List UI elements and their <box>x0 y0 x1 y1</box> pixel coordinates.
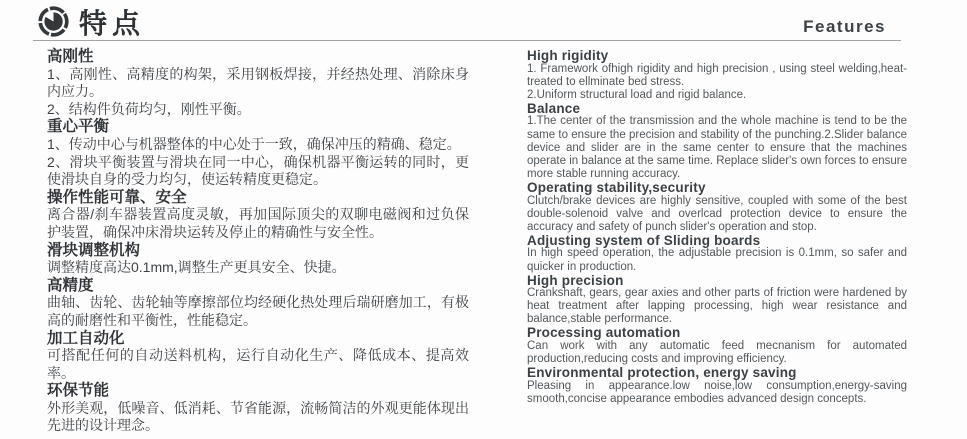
section-paragraph: 1、高刚性、高精度的构架，采用钢板焊接，并经热处理、消除床身内应力。 <box>47 65 469 100</box>
feature-section-en-adjusting-system <box>527 234 907 274</box>
page-title-en: Features <box>803 17 886 36</box>
feature-section-en-high-precision <box>527 274 907 327</box>
section-heading: Environmental protection, energy saving <box>527 365 797 381</box>
section-heading: 加工自动化 <box>47 329 125 347</box>
feature-section-en-processing-automation <box>527 326 907 366</box>
section-heading: 高刚性 <box>47 48 94 65</box>
section-paragraph: Can work with any automatic feed mecnanism for automated production,reducing costs and improving efficiency. <box>527 340 907 366</box>
section-paragraph: 外形美观，低噪音、低消耗、节省能源，流畅简洁的外观更能体现出先进的设计理念。 <box>47 399 469 434</box>
section-heading: 重心平衡 <box>47 118 110 136</box>
section-heading: High precision <box>527 272 624 288</box>
section-paragraph: 离合器/刹车器装置高度灵敏，再加国际顶尖的双聊电磁阀和过负保护装置，确保冲床滑块运转及停止的精确性与安全性。 <box>47 206 469 240</box>
feature-section-zh-slider-adjust <box>47 242 469 277</box>
section-heading: High rigidity <box>527 48 609 63</box>
section-paragraph: 1.The center of the transmission and the whole machine is tend to be the same to ensure the precision and stability of the punching.2.Slider balance device and slider are in the same center to ensure that the machines operate in balance at the same time. Replace slider's own forces to ensure more stable running accuracy. <box>527 115 907 180</box>
section-paragraph: Crankshaft, gears, gear axies and other parts of friction were hardened by heat treatment after lapping processing, high wear resistance and balance,stable performance. <box>527 287 907 326</box>
section-paragraph: In high speed operation, the adjustable precision is 0.1mm, so safer and quicker in production. <box>527 247 907 273</box>
feature-section-zh-eco <box>47 382 469 435</box>
section-heading: Balance <box>527 100 581 116</box>
section-paragraph: 2、结构件负荷均匀，刚性平衡。 <box>47 100 251 117</box>
features-column-chinese <box>47 48 469 435</box>
section-heading: 操作性能可靠、安全 <box>47 188 187 206</box>
section-paragraph: 1、传动中心与机器整体的中心处于一致，确保冲压的精确、稳定。 <box>47 135 461 152</box>
feature-section-en-balance <box>527 102 907 181</box>
header-divider <box>33 40 901 41</box>
feature-section-zh-high-precision <box>47 277 469 330</box>
section-paragraph: 曲轴、齿轮、齿轮轴等摩擦部位均经硬化热处理后瑞研磨加工，有极高的耐磨性和平衡性，性能稳定。 <box>47 294 469 328</box>
feature-section-en-operating-stability <box>527 181 907 234</box>
section-paragraph: 1. Framework ofhigh rigidity and high precision , using steel welding,heat-treated to ellminate bed stress. <box>527 62 907 88</box>
section-heading: 高精度 <box>47 276 94 294</box>
section-paragraph: 可搭配任何的自动送料机构，运行自动化生产、降低成本、提高效率。 <box>47 347 469 381</box>
feature-section-zh-automation <box>47 330 469 383</box>
page-title-zh: 特点 <box>79 8 146 39</box>
feature-section-zh-center-balance <box>47 118 469 188</box>
section-paragraph: Pleasing in appearance.low noise,low consumption,energy-saving smooth,concise appearance embodies advanced design concepts. <box>527 379 907 405</box>
section-heading: 环保节能 <box>47 382 110 400</box>
section-paragraph: 2、滑块平衡装置与滑块在同一中心，确保机器平衡运转的同时，更使滑块自身的受力均匀，使运转精度更稳定。 <box>47 153 469 188</box>
feature-section-en-high-rigidity <box>527 49 907 102</box>
feature-section-en-environmental <box>527 366 907 406</box>
section-heading: Operating stability,security <box>527 179 706 195</box>
features-column-english <box>527 49 907 406</box>
section-heading: 滑块调整机构 <box>47 241 141 259</box>
section-heading: Processing automation <box>527 325 681 341</box>
feature-section-zh-operation-safety <box>47 189 469 242</box>
pie-chart-logo-icon <box>37 5 70 38</box>
section-paragraph: 2.Uniform structural load and rigid balance. <box>527 88 747 101</box>
section-paragraph: Clutch/brake devices are highly sensitive, coupled with some of the best double-solenoid valve and overlcad protection device to ensure the accuracy and safety of punch slider's operation and stop. <box>527 194 907 233</box>
feature-section-zh-high-rigidity <box>47 48 469 118</box>
section-heading: Adjusting system of Sliding boards <box>527 232 761 248</box>
section-paragraph: 调整精度高达0.1mm,调整生产更具安全、快捷。 <box>47 259 346 276</box>
